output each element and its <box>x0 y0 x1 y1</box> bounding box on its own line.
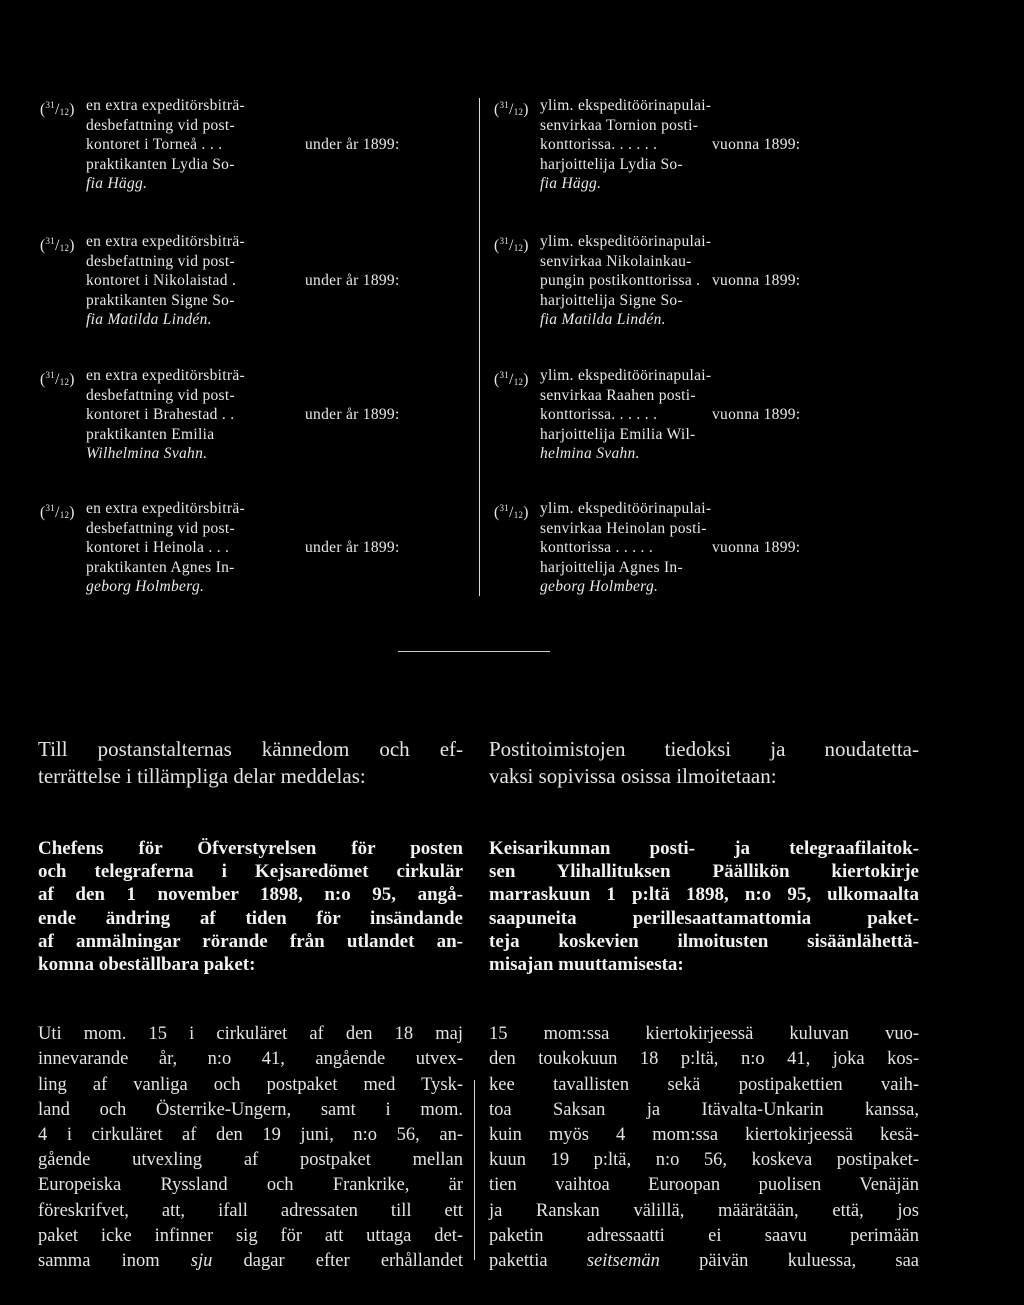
column-divider <box>474 1080 475 1260</box>
entry-period: vuonna 1899: <box>712 406 801 423</box>
entry-line: senvirkaa Raahen posti- <box>540 386 696 404</box>
entry-line: en extra expeditörsbiträ- <box>86 367 245 384</box>
entry-line: praktikanten Agnes In- <box>86 558 235 576</box>
entry-line: ylim. ekspeditöörinapulai- <box>540 97 712 114</box>
circular-title-fi: Keisarikunnan posti- ja telegraafilaitok- sen Ylihallituksen Päällikön kiertokirje marraskuun 1 p:ltä 1898, n:o 95, ulkomaalta saapuneita perillesaattamattomia paket- teja koskevien ilmoitusten sisäänlähettä- misajan muuttamisesta: <box>489 838 919 976</box>
entry-line: fia Matilda Lindén. <box>540 311 666 328</box>
notice-sv-column <box>38 736 463 1274</box>
entry-period: vuonna 1899: <box>712 539 801 556</box>
entry-line: praktikanten Emilia <box>86 425 215 443</box>
body-paragraph-fi: 15 mom:ssa kiertokirjeessä kuluvan vuo- den toukokuun 18 p:ltä, n:o 41, joka kos- kee tavallisten sekä postipakettien vaih- toa Saksan ja Itävalta-Unkarin kanssa, kuin myös 4 mom:ssa kiertokirjeessä kesä- kuun 19 p:ltä, n:o 56, koskeva postipaket- tien vaihtoa Euroopan puolisen Venäjän ja Ranskan välillä, määrätään, että, jos paketin adressaatti ei saavu perimään pakettia seitsemän päivän kuluessa, saa <box>489 1024 919 1272</box>
entry-line: senvirkaa Nikolainkau- <box>540 252 692 270</box>
entry-number: $(^{31}/_{12})$ <box>494 100 529 118</box>
entry-line: en extra expeditörsbiträ- <box>86 233 245 250</box>
entry-line: konttorissa. . . . . . <box>540 406 658 423</box>
entry-number: $(^{31}/_{12})$ <box>40 370 75 388</box>
entry-line: fia Hägg. <box>540 175 602 192</box>
entry-line: praktikanten Signe So- <box>86 291 235 309</box>
entry-period: vuonna 1899: <box>712 272 801 289</box>
entry-period: under år 1899: <box>305 136 400 153</box>
entry-line: geborg Holmberg. <box>540 578 659 595</box>
entry-number: $(^{31}/_{12})$ <box>40 236 75 254</box>
notice-intro-sv: Till postanstalternas kännedom och ef- terrättelse i tillämpliga delar meddelas: <box>38 737 463 788</box>
entry-line: konttorissa. . . . . . <box>540 136 658 153</box>
entry-line: ylim. ekspeditöörinapulai- <box>540 233 712 250</box>
entry-line: desbefattning vid post- <box>86 252 235 270</box>
entry-line: ylim. ekspeditöörinapulai- <box>540 500 712 517</box>
entry-number: $(^{31}/_{12})$ <box>40 503 75 521</box>
entry-period: vuonna 1899: <box>712 136 801 153</box>
entry-line: harjoittelija Emilia Wil- <box>540 425 696 443</box>
entry-line: kontoret i Brahestad . . <box>86 406 235 423</box>
entry-line: pungin postikonttorissa . <box>540 272 701 289</box>
entry-line: harjoittelija Lydia So- <box>540 155 683 173</box>
entry-line: kontoret i Torneå . . . <box>86 136 223 153</box>
entry-line: en extra expeditörsbiträ- <box>86 97 245 114</box>
entry-line: fia Matilda Lindén. <box>86 311 212 328</box>
entry-period: under år 1899: <box>305 406 400 423</box>
entry-line: desbefattning vid post- <box>86 116 235 134</box>
entry-line: konttorissa . . . . . <box>540 539 654 556</box>
entry-line: kontoret i Heinola . . . <box>86 539 230 556</box>
entry-number: $(^{31}/_{12})$ <box>40 100 75 118</box>
entry-period: under år 1899: <box>305 272 400 289</box>
entry-line: desbefattning vid post- <box>86 386 235 404</box>
entry-line: en extra expeditörsbiträ- <box>86 500 245 517</box>
entry-line: harjoittelija Agnes In- <box>540 558 683 576</box>
entry-line: senvirkaa Heinolan posti- <box>540 519 707 537</box>
notice-intro-fi: Postitoimistojen tiedoksi ja noudatetta- vaksi sopivissa osissa ilmoitetaan: <box>489 737 919 788</box>
entry-line: fia Hägg. <box>86 175 148 192</box>
entry-period: under år 1899: <box>305 539 400 556</box>
entry-number: $(^{31}/_{12})$ <box>494 370 529 388</box>
entry-line: ylim. ekspeditöörinapulai- <box>540 367 712 384</box>
entry-line: praktikanten Lydia So- <box>86 155 235 173</box>
entry-line: Wilhelmina Svahn. <box>86 445 208 462</box>
entry-line: kontoret i Nikolaistad . <box>86 272 237 289</box>
entry-line: senvirkaa Tornion posti- <box>540 116 699 134</box>
entry-number: $(^{31}/_{12})$ <box>494 236 529 254</box>
column-divider <box>479 98 480 596</box>
entry-line: harjoittelija Signe So- <box>540 291 683 309</box>
circular-title-sv: Chefens för Öfverstyrelsen för posten och telegraferna i Kejsaredömet cirkulär af den 1 november 1898, n:o 95, angå- ende ändring af tiden för insändande af anmälningar rörande från utlandet an- komna obeställbara paket: <box>38 838 463 976</box>
entry-line: geborg Holmberg. <box>86 578 205 595</box>
entry-line: helmina Svahn. <box>540 445 640 462</box>
notice-fi-column <box>489 736 919 1274</box>
entry-line: desbefattning vid post- <box>86 519 235 537</box>
body-paragraph-sv: Uti mom. 15 i cirkuläret af den 18 maj innevarande år, n:o 41, angående utvex- ling af vanliga och postpaket med Tysk- land och Österrike-Ungern, samt i mom. 4 i cirkuläret af den 19 juni, n:o 56, an- gående utvexling af postpaket mellan Europeiska Ryssland och Frankrike, är föreskrifvet, att, ifall adressaten till ett paket icke infinner sig för att uttaga det- samma inom sju dagar efter erhållandet <box>38 1024 463 1272</box>
section-separator <box>398 651 550 652</box>
entry-number: $(^{31}/_{12})$ <box>494 503 529 521</box>
